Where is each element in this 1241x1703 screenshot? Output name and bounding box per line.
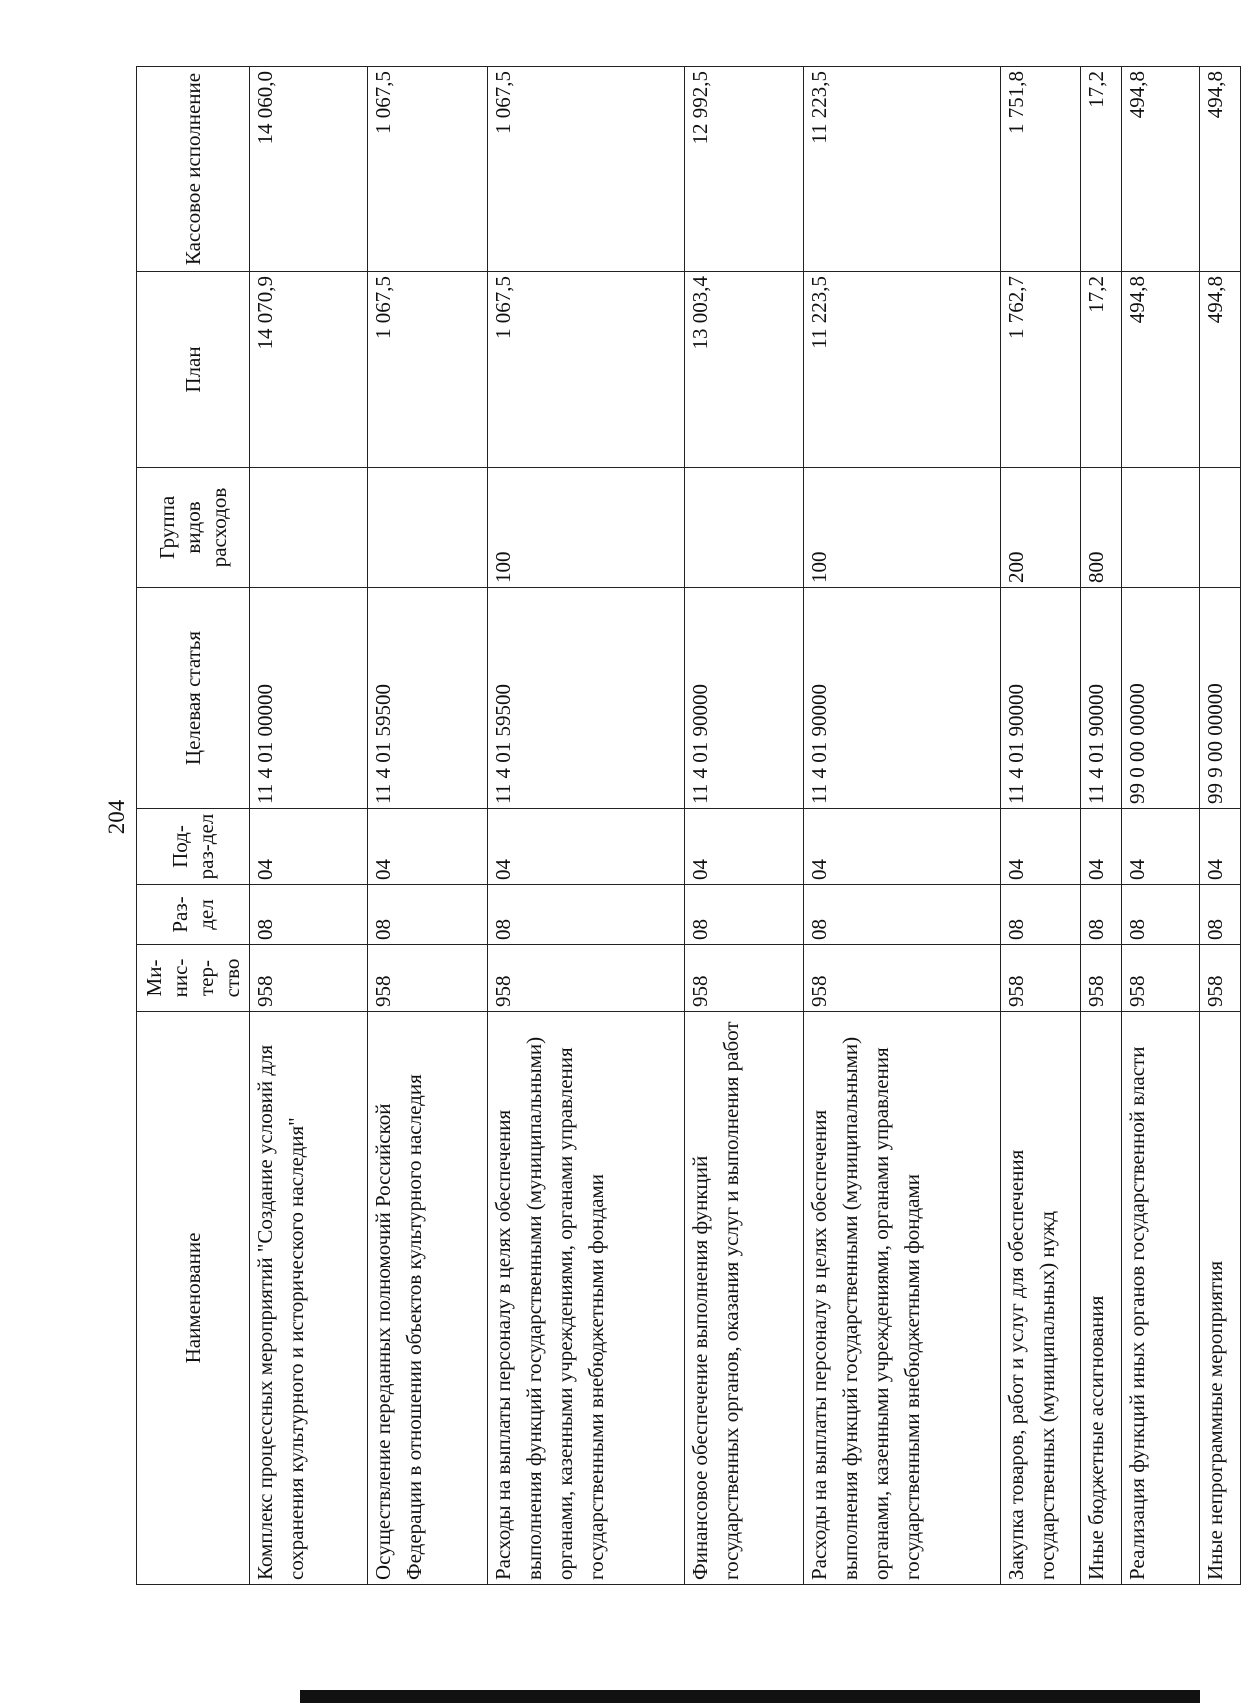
cell-execution: 1 067,5 [487,67,684,272]
cell-ministry: 958 [1080,945,1121,1012]
table-row [250,67,368,1585]
cell-execution: 17,2 [1080,67,1121,272]
cell-name: Расходы на выплаты персоналу в целях обеспечения выполнения функций государственными (муниципальными) органами, казенными учреждениями, органами управления государственными внебюджетными фондами [803,1012,1000,1585]
cell-expense-group [1200,468,1241,588]
table-row [1200,67,1241,1585]
cell-name: Закупка товаров, работ и услуг для обеспечения государственных (муниципальных) нужд [1000,1012,1080,1585]
cell-subsection: 04 [1121,809,1200,885]
table-row [803,67,1000,1585]
cell-name: Иные бюджетные ассигнования [1080,1012,1121,1585]
cell-name: Иные непрограммные мероприятия [1200,1012,1241,1585]
cell-ministry: 958 [250,945,368,1012]
scan-edge-bar [300,1690,1200,1703]
cell-target: 11 4 01 90000 [1000,588,1080,809]
cell-execution: 11 223,5 [803,67,1000,272]
header-target: Целевая статья [137,588,250,809]
cell-plan: 1 067,5 [368,272,487,468]
cell-plan: 11 223,5 [803,272,1000,468]
cell-section: 08 [1080,885,1121,945]
cell-name: Комплекс процессных мероприятий "Создание условий для сохранения культурного и исторического наследия" [250,1012,368,1585]
cell-ministry: 958 [803,945,1000,1012]
cell-target: 99 0 00 00000 [1121,588,1200,809]
cell-target: 11 4 01 90000 [803,588,1000,809]
cell-expense-group [250,468,368,588]
cell-expense-group: 100 [487,468,684,588]
cell-section: 08 [487,885,684,945]
budget-table-rotated [136,67,1241,1585]
cell-ministry: 958 [487,945,684,1012]
cell-expense-group [684,468,803,588]
cell-section: 08 [368,885,487,945]
cell-name: Финансовое обеспечение выполнения функций государственных органов, оказания услуг и выполнения работ [684,1012,803,1585]
page-number: 204 [104,799,129,835]
cell-ministry: 958 [1200,945,1241,1012]
header-plan: План [137,272,250,468]
cell-name: Осуществление переданных полномочий Российской Федерации в отношении объектов культурного наследия [368,1012,487,1585]
cell-target: 99 9 00 00000 [1200,588,1241,809]
cell-execution: 494,8 [1200,67,1241,272]
cell-target: 11 4 01 59500 [487,588,684,809]
cell-subsection: 04 [1000,809,1080,885]
table-row [684,67,803,1585]
table-row [1121,67,1200,1585]
cell-target: 11 4 01 90000 [684,588,803,809]
cell-plan: 17,2 [1080,272,1121,468]
cell-expense-group [1121,468,1200,588]
cell-target: 11 4 01 00000 [250,588,368,809]
cell-expense-group: 200 [1000,468,1080,588]
cell-name: Расходы на выплаты персоналу в целях обеспечения выполнения функций государственными (муниципальными) органами, казенными учреждениями, органами управления государственными внебюджетными фондами [487,1012,684,1585]
header-ministry: Ми-нис-тер-ство [137,945,250,1012]
cell-expense-group [368,468,487,588]
table-row [1000,67,1080,1585]
cell-subsection: 04 [803,809,1000,885]
cell-plan: 494,8 [1200,272,1241,468]
cell-execution: 1 067,5 [368,67,487,272]
cell-ministry: 958 [1121,945,1200,1012]
header-execution: Кассовое исполнение [137,67,250,272]
cell-target: 11 4 01 59500 [368,588,487,809]
table-row [487,67,684,1585]
cell-expense-group: 800 [1080,468,1121,588]
cell-section: 08 [1121,885,1200,945]
cell-execution: 494,8 [1121,67,1200,272]
cell-plan: 494,8 [1121,272,1200,468]
table-row [1080,67,1121,1585]
cell-expense-group: 100 [803,468,1000,588]
cell-target: 11 4 01 90000 [1080,588,1121,809]
cell-execution: 12 992,5 [684,67,803,272]
cell-plan: 1 067,5 [487,272,684,468]
cell-plan: 14 070,9 [250,272,368,468]
cell-name: Реализация функций иных органов государственной власти [1121,1012,1200,1585]
cell-subsection: 04 [1080,809,1121,885]
cell-section: 08 [1000,885,1080,945]
table-row [368,67,487,1585]
cell-plan: 1 762,7 [1000,272,1080,468]
cell-plan: 13 003,4 [684,272,803,468]
cell-subsection: 04 [1200,809,1241,885]
cell-section: 08 [803,885,1000,945]
cell-ministry: 958 [368,945,487,1012]
header-name: Наименование [137,1012,250,1585]
header-subsection: Под-раз-дел [137,809,250,885]
cell-subsection: 04 [684,809,803,885]
cell-section: 08 [250,885,368,945]
cell-subsection: 04 [368,809,487,885]
cell-subsection: 04 [250,809,368,885]
header-expense-group: Группа видов расходов [137,468,250,588]
cell-section: 08 [1200,885,1241,945]
cell-ministry: 958 [1000,945,1080,1012]
cell-subsection: 04 [487,809,684,885]
header-section: Раз-дел [137,885,250,945]
cell-section: 08 [684,885,803,945]
cell-ministry: 958 [684,945,803,1012]
table-header-row [137,67,250,1585]
cell-execution: 1 751,8 [1000,67,1080,272]
cell-execution: 14 060,0 [250,67,368,272]
budget-table [136,66,1241,1585]
